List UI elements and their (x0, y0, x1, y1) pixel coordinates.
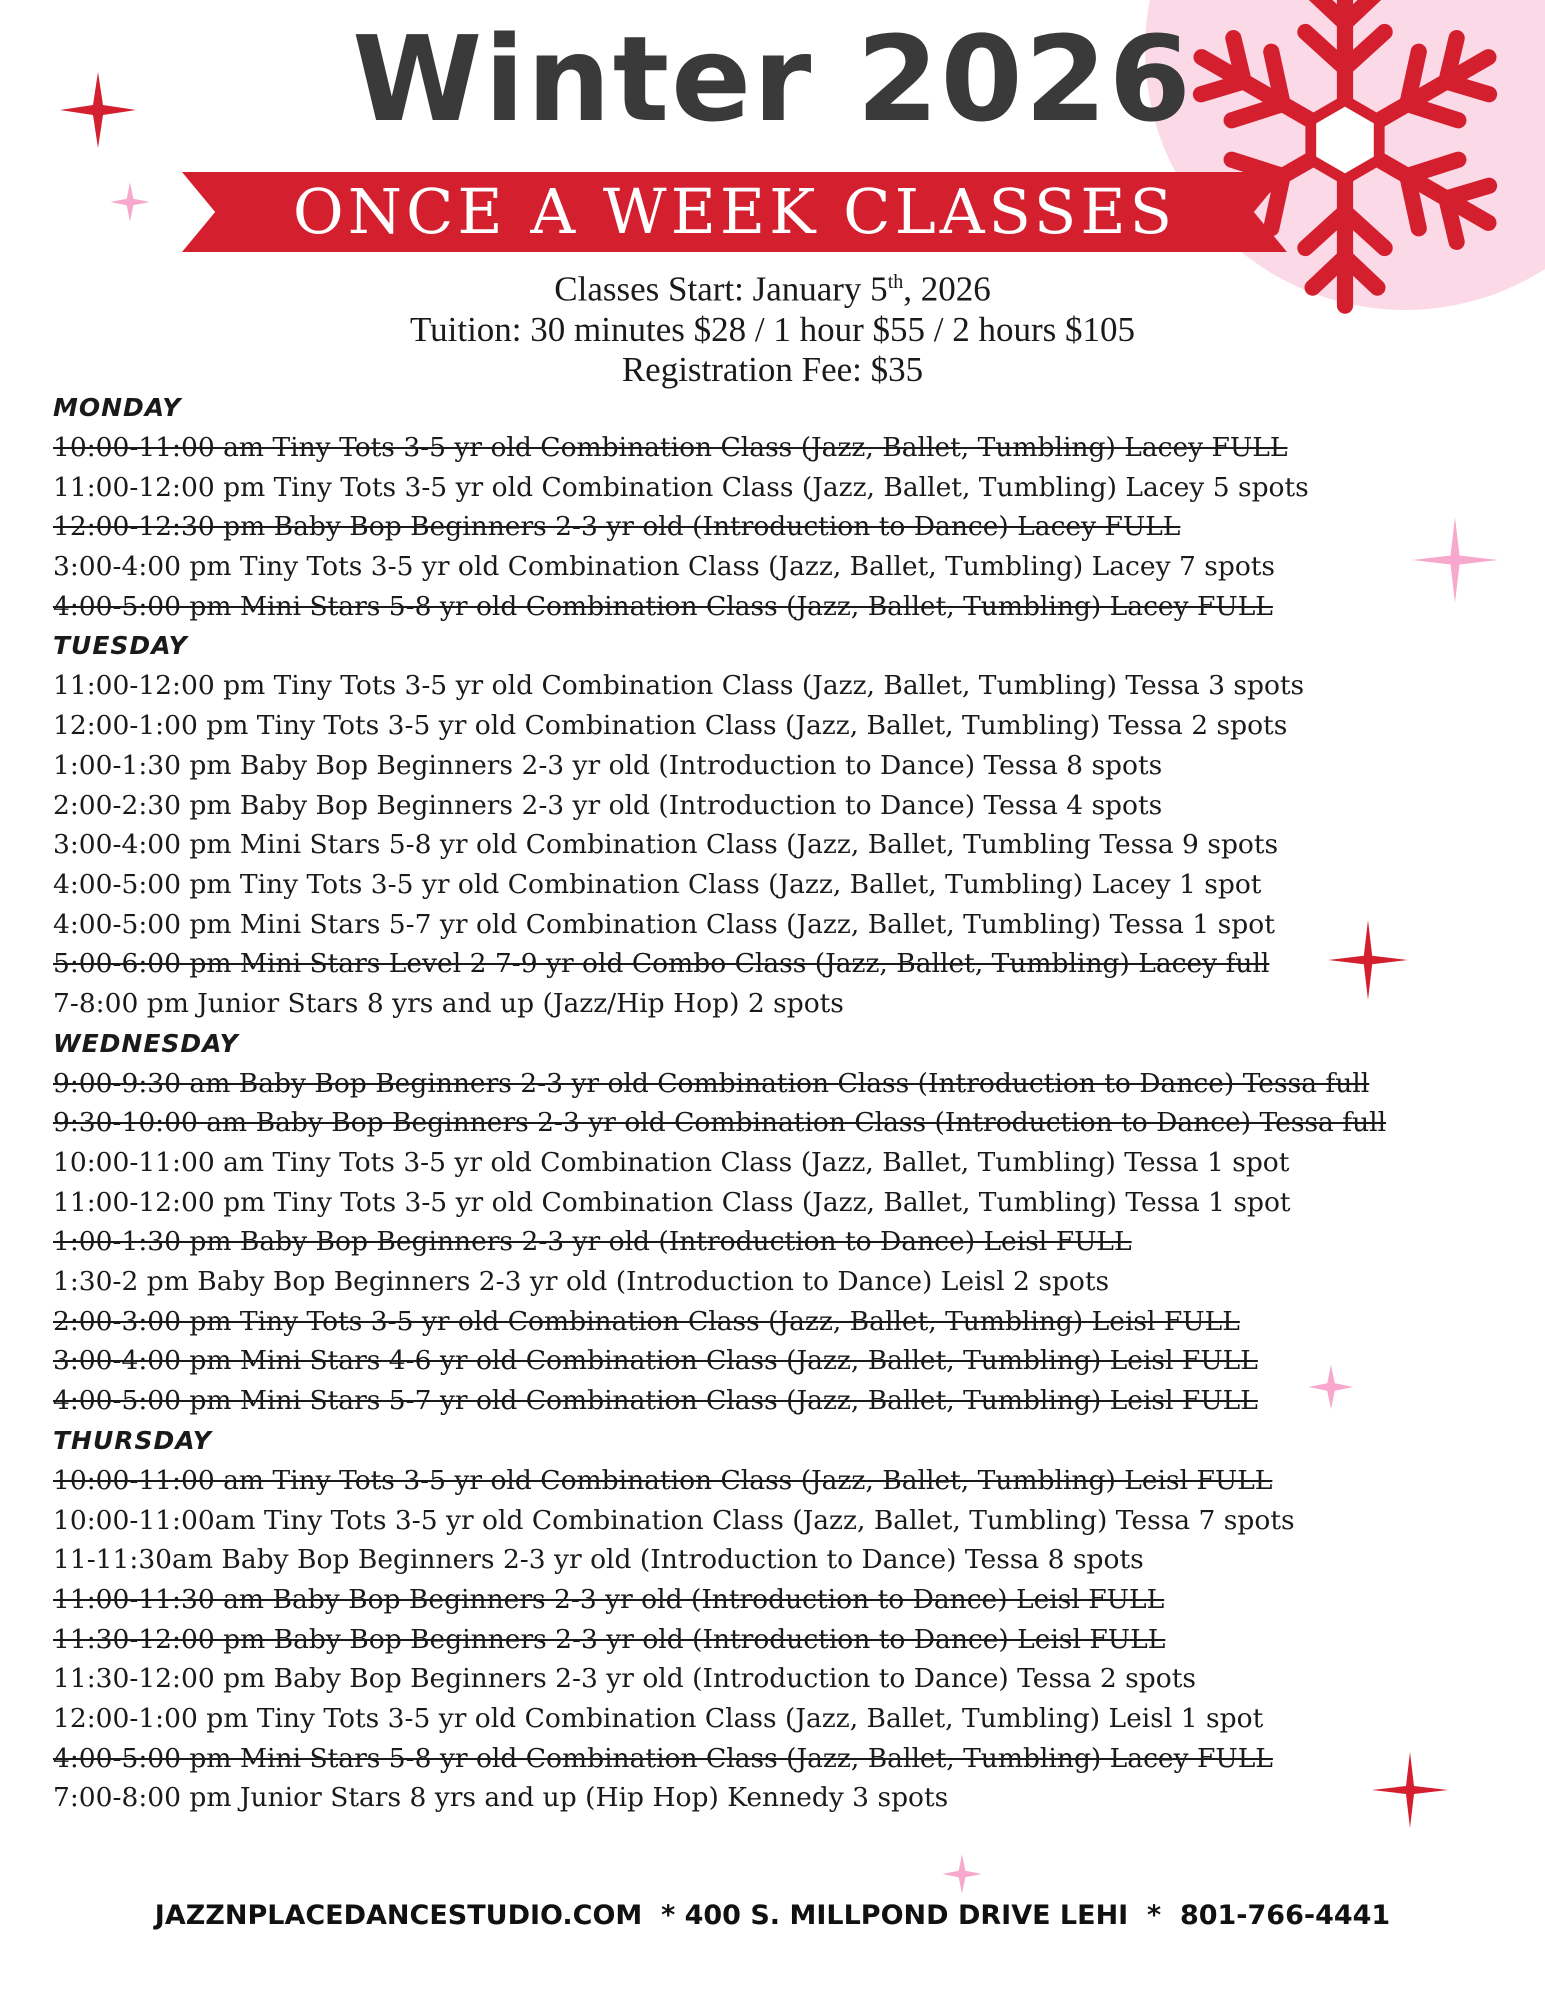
class-item: 1:00-1:30 pm Baby Bop Beginners 2-3 yr old (Introduction to Dance) Tessa 8 spots (53, 749, 1163, 781)
classes-start-sup: th (887, 271, 904, 293)
class-item: 11-11:30am Baby Bop Beginners 2-3 yr old (Introduction to Dance) Tessa 8 spots (53, 1544, 1144, 1576)
class-item: 7:00-8:00 pm Junior Stars 8 yrs and up (Hip Hop) Kennedy 3 spots (53, 1782, 949, 1814)
class-item-full: 5:00-6:00 pm Mini Stars Level 2 7-9 yr old Combo Class (Jazz, Ballet, Tumbling) Lacey full (53, 948, 1270, 980)
class-item-full: 4:00-5:00 pm Mini Stars 5-8 yr old Combination Class (Jazz, Ballet, Tumbling) Lacey FULL (53, 1742, 1273, 1774)
class-item: 11:00-12:00 pm Tiny Tots 3-5 yr old Combination Class (Jazz, Ballet, Tumbling) Lacey 5 spots (53, 471, 1309, 503)
registration-fee-line: Registration Fee: $35 (621, 349, 924, 389)
footer-contact: JAZZNPLACEDANCESTUDIO.COM * 400 S. MILLPOND DRIVE LEHI * 801-766-4441 (154, 1900, 1391, 1931)
info-block (0, 262, 1545, 390)
class-item: 12:00-1:00 pm Tiny Tots 3-5 yr old Combination Class (Jazz, Ballet, Tumbling) Leisl 1 spot (53, 1702, 1264, 1734)
class-item: 2:00-2:30 pm Baby Bop Beginners 2-3 yr old (Introduction to Dance) Tessa 4 spots (53, 789, 1163, 821)
day-heading-thursday: THURSDAY (53, 1425, 212, 1455)
day-heading-tuesday: TUESDAY (53, 631, 188, 661)
class-item-full: 1:00-1:30 pm Baby Bop Beginners 2-3 yr old (Introduction to Dance) Leisl FULL (53, 1226, 1132, 1258)
class-item: 7-8:00 pm Junior Stars 8 yrs and up (Jazz/Hip Hop) 2 spots (53, 987, 844, 1019)
class-item-full: 10:00-11:00 am Tiny Tots 3-5 yr old Combination Class (Jazz, Ballet, Tumbling) Leisl FULL (53, 1464, 1273, 1496)
day-heading-wednesday: WEDNESDAY (53, 1028, 239, 1058)
class-item: 4:00-5:00 pm Tiny Tots 3-5 yr old Combination Class (Jazz, Ballet, Tumbling) Lacey 1 spot (53, 868, 1262, 900)
class-item-full: 4:00-5:00 pm Mini Stars 5-7 yr old Combination Class (Jazz, Ballet, Tumbling) Leisl FULL (53, 1385, 1258, 1417)
day-heading-monday: MONDAY (53, 393, 182, 422)
class-item-full: 11:30-12:00 pm Baby Bop Beginners 2-3 yr old (Introduction to Dance) Leisl FULL (53, 1623, 1166, 1655)
tuition-line: Tuition: 30 minutes $28 / 1 hour $55 / 2 hours $105 (409, 309, 1135, 349)
pink-sparkle-icon (940, 1852, 984, 1896)
class-item-full: 4:00-5:00 pm Mini Stars 5-8 yr old Combination Class (Jazz, Ballet, Tumbling) Lacey FULL (53, 590, 1273, 622)
pink-sparkle-icon (108, 180, 152, 224)
class-item: 11:00-12:00 pm Tiny Tots 3-5 yr old Combination Class (Jazz, Ballet, Tumbling) Tessa 1 spot (53, 1186, 1291, 1218)
class-item: 10:00-11:00am Tiny Tots 3-5 yr old Combination Class (Jazz, Ballet, Tumbling) Tessa 7 spots (53, 1504, 1295, 1536)
class-item-full: 9:00-9:30 am Baby Bop Beginners 2-3 yr old Combination Class (Introduction to Dance) Tessa full (53, 1067, 1370, 1099)
class-item: 11:00-12:00 pm Tiny Tots 3-5 yr old Combination Class (Jazz, Ballet, Tumbling) Tessa 3 spots (53, 670, 1305, 702)
page-title: Winter 2026 (352, 10, 1193, 148)
classes-start-line (0, 262, 1545, 310)
class-item: 4:00-5:00 pm Mini Stars 5-7 yr old Combination Class (Jazz, Ballet, Tumbling) Tessa 1 spot (53, 908, 1275, 940)
class-schedule (53, 388, 1473, 1818)
classes-start-suffix: , 2026 (903, 269, 991, 309)
class-item: 1:30-2 pm Baby Bop Beginners 2-3 yr old (Introduction to Dance) Leisl 2 spots (53, 1266, 1110, 1298)
class-item: 10:00-11:00 am Tiny Tots 3-5 yr old Combination Class (Jazz, Ballet, Tumbling) Tessa 1 spot (53, 1147, 1290, 1178)
class-item: 11:30-12:00 pm Baby Bop Beginners 2-3 yr old (Introduction to Dance) Tessa 2 spots (53, 1663, 1196, 1695)
class-item-full: 12:00-12:30 pm Baby Bop Beginners 2-3 yr old (Introduction to Dance) Lacey FULL (53, 511, 1181, 543)
banner-text: ONCE A WEEK CLASSES (292, 175, 1177, 248)
class-item-full: 3:00-4:00 pm Mini Stars 4-6 yr old Combination Class (Jazz, Ballet, Tumbling) Leisl FULL (53, 1345, 1258, 1377)
class-item-full: 10:00-11:00 am Tiny Tots 3-5 yr old Combination Class (Jazz, Ballet, Tumbling) Lacey FULL (53, 432, 1288, 463)
class-item-full: 2:00-3:00 pm Tiny Tots 3-5 yr old Combination Class (Jazz, Ballet, Tumbling) Leisl FULL (53, 1305, 1240, 1337)
classes-start-prefix: Classes Start: January 5 (554, 269, 888, 309)
class-item: 12:00-1:00 pm Tiny Tots 3-5 yr old Combination Class (Jazz, Ballet, Tumbling) Tessa 2 spots (53, 710, 1288, 742)
class-item: 3:00-4:00 pm Mini Stars 5-8 yr old Combination Class (Jazz, Ballet, Tumbling Tessa 9 spots (53, 829, 1279, 861)
class-item: 3:00-4:00 pm Tiny Tots 3-5 yr old Combination Class (Jazz, Ballet, Tumbling) Lacey 7 spots (53, 551, 1276, 583)
class-item-full: 9:30-10:00 am Baby Bop Beginners 2-3 yr old Combination Class (Introduction to Dance) Tessa full (53, 1107, 1387, 1139)
class-item-full: 11:00-11:30 am Baby Bop Beginners 2-3 yr old (Introduction to Dance) Leisl FULL (53, 1583, 1165, 1615)
